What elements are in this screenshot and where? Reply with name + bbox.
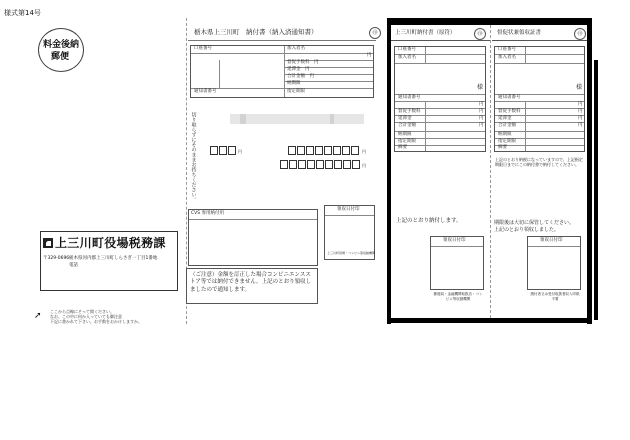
slip1-row5-right: 納期限	[287, 81, 301, 86]
slip3-row1: 加入者名	[498, 55, 516, 60]
slip1-title: 栃木県上三川町 納付書（納入済通知書）	[194, 28, 318, 36]
notice-box	[186, 268, 318, 304]
slip1-receipt-sub: 上三川町役場・コンビニ等収納機関	[327, 251, 376, 255]
slip3-message2: 上記のとおり領収しました。	[494, 227, 560, 233]
slip3-row7: 合計金額	[498, 123, 516, 128]
form-number: 様式第14号	[4, 9, 41, 17]
sender-dept: 電話	[69, 263, 78, 268]
reverse-note-2: なお、この中に何か入っていても御注意	[50, 314, 122, 319]
slip1-row2-right: 督促手数料 円	[287, 60, 319, 65]
slip1-row6-right: 指定期限	[287, 89, 305, 94]
slip1-vertical-note: 切り取らずにそのままお持ちください。	[190, 112, 197, 202]
slip3-seal-icon: ㊞	[574, 28, 586, 40]
slip3-row3: 通知書番号	[498, 95, 521, 100]
notice-text: （ご注意）金額を訂正した場合コンビニエンスストア等では納付できません。上記のとおり領収しましたので通知します。	[190, 272, 312, 293]
slip2-row7: 合計金額	[398, 123, 416, 128]
slip3-row7-right: 円	[578, 123, 583, 128]
slip3-row10: 摘要	[498, 145, 507, 150]
reverse-note-3: 下記に書かれて下さい。お手数をおかけしますか。	[50, 319, 142, 324]
town-logo-icon	[43, 238, 53, 248]
slip1-row4-right: 合計金額 円	[287, 74, 314, 79]
slip-frame-bottom	[387, 318, 592, 323]
slip2-table	[394, 46, 486, 152]
slip3-stamp-sub: 納付者又は受付取扱者収入印紙不要	[530, 292, 580, 301]
slip1-receipt-stamp: 領収日付印	[337, 207, 360, 212]
edge-bar	[594, 60, 598, 320]
sender-postal: 〒329-0696	[43, 256, 70, 261]
slip3-row5-right: 円	[578, 109, 583, 114]
slip3-row4-right: 円	[578, 102, 583, 107]
slip3-row5: 督促手数料	[498, 109, 521, 114]
slip2-row1: 加入者名	[398, 55, 416, 60]
slip3-row0: 口座番号	[498, 47, 516, 52]
slip3-note: 上記のとおり納税になっていますので、上記指定期限日までにこの納付書で納付してください。	[495, 157, 583, 168]
slip3-message1: 期限後は大切に保管してください。	[494, 220, 575, 226]
slip-frame-left	[387, 18, 391, 324]
sender-office: 上三川町役場税務課	[55, 236, 166, 250]
slip-frame-top	[387, 18, 589, 25]
slip3-row8: 納期限	[498, 132, 512, 137]
yen-a: 円	[238, 149, 242, 154]
slip3-table	[494, 46, 585, 152]
slip2-seal-icon: ㊞	[474, 28, 486, 40]
slip2-row6: 延滞金	[398, 116, 412, 121]
slip1-table	[190, 45, 374, 98]
sender-address: 栃木県河内郡上三川町しらさぎ一丁目1番地	[69, 256, 158, 261]
postage-line1: 料金後納	[43, 40, 80, 50]
slip2-stamp: 領収日付印	[443, 238, 466, 243]
postage-line2: 郵便	[51, 52, 70, 62]
slip1-row0-left: 口座番号	[194, 46, 212, 51]
slip3-stamp: 領収日付印	[540, 238, 563, 243]
cvs-box	[188, 209, 318, 266]
slip3-row6-right: 円	[578, 116, 583, 121]
slip2-row0: 口座番号	[398, 47, 416, 52]
slip1-row0-right: 加入者名	[287, 46, 305, 51]
yen-b: 円	[362, 149, 366, 154]
slip3-row6: 延滞金	[498, 116, 512, 121]
slip2-row7-right: 円	[479, 123, 484, 128]
slip3-row2-right: 様	[576, 84, 583, 91]
slip2-row10: 摘要	[398, 145, 407, 150]
yen-c: 円	[362, 163, 366, 168]
slip2-row3: 通知書番号	[398, 95, 421, 100]
slip2-message: 上記のとおり納付します。	[396, 218, 462, 224]
reverse-note-1: ここから点線にそって開ください。	[50, 309, 114, 314]
slip3-stamp-box	[527, 236, 581, 290]
arrow-icon: ➚	[34, 311, 42, 321]
slip2-row5: 督促手数料	[398, 109, 421, 114]
sender-box	[40, 231, 178, 291]
slip1-seal-icon: ㊞	[369, 27, 381, 39]
slip2-row6-right: 円	[479, 116, 484, 121]
slip1-row3-right: 延滞金 円	[287, 67, 310, 72]
cvs-label: CVS 専用納付用	[191, 211, 225, 216]
slip3-title: 督促状兼領収証書	[497, 30, 542, 36]
slip2-row4-right: 円	[479, 102, 484, 107]
slip3-row9: 指定期限	[498, 139, 516, 144]
slip-frame-right	[587, 18, 592, 324]
slip2-row8: 納期限	[398, 132, 412, 137]
perforation-line-2	[490, 25, 491, 318]
slip2-stamp-box	[430, 236, 484, 290]
slip2-row5-right: 円	[479, 109, 484, 114]
postage-stamp-circle	[38, 28, 84, 72]
slip1-row1-right: 円	[367, 53, 372, 58]
slip2-row9: 指定期限	[398, 139, 416, 144]
slip1-row6-left: 通知書番号	[194, 89, 217, 94]
slip2-stamp-sub: 郵便局・金融機関取扱店・コンビニ等収納機関	[433, 292, 483, 301]
slip2-row2-right: 様	[477, 84, 484, 91]
slip1-receipt-stamp-box	[324, 205, 375, 260]
slip2-title: 上三川町納付書（原符）	[395, 30, 456, 36]
barcode-area	[230, 114, 364, 124]
